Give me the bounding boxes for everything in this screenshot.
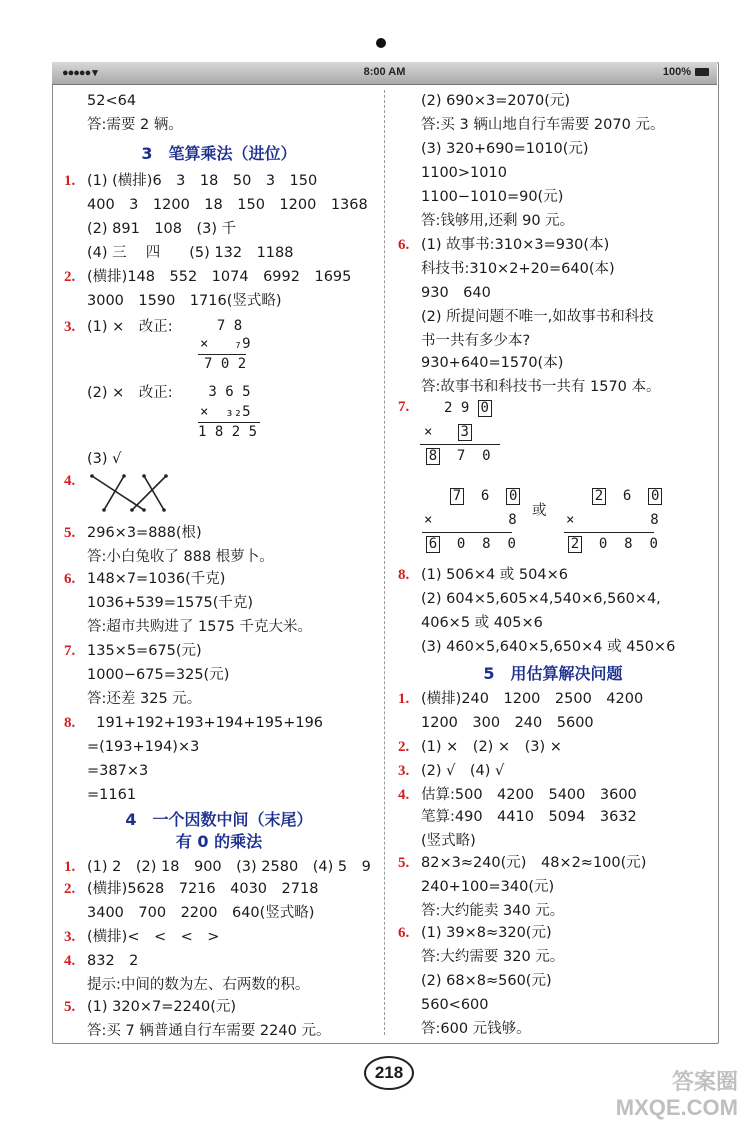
vertical-calc-row	[424, 512, 517, 528]
question-number: 3.	[64, 319, 76, 335]
question-number: 5.	[64, 525, 76, 541]
text-line: 400 3 1200 18 150 1200 1368	[87, 197, 368, 213]
calc-line	[422, 532, 512, 533]
question-number: 7.	[398, 399, 410, 415]
calc-line	[198, 422, 260, 423]
blank-box: 0	[506, 488, 520, 505]
text-line: (2) 891 108 (3) 千	[87, 221, 237, 237]
text-line: 答:需要 2 辆。	[87, 117, 183, 133]
text-line: 答:钱够用,还剩 90 元。	[421, 213, 575, 229]
vertical-calc-row	[450, 488, 520, 505]
question-number: 1.	[398, 691, 410, 707]
text-line: 82×3≈240(元) 48×2≈100(元)	[421, 855, 647, 871]
text-line: 答:买 7 辆普通自行车需要 2240 元。	[87, 1023, 331, 1039]
vertical-calc-row: 3 6 5	[200, 384, 251, 400]
calc-line	[198, 354, 246, 355]
text-line: 1200 300 240 5600	[421, 715, 594, 731]
blank-box: 0	[648, 488, 662, 505]
question-number: 2.	[64, 269, 76, 285]
text-line: (1) 2 (2) 18 900 (3) 2580 (4) 5 9	[87, 859, 371, 875]
text-line: (2) 604×5,605×4,540×6,560×4,	[421, 591, 661, 607]
text-line: (2) √ (4) √	[421, 763, 505, 779]
text-line: (3) 460×5,640×5,650×4 或 450×6	[421, 639, 676, 655]
blank-box: 2	[592, 488, 606, 505]
text-line: =(193+194)×3	[87, 739, 200, 755]
calc-digit: 9	[460, 400, 470, 416]
section-heading: 5 用估算解决问题	[483, 664, 623, 683]
text-line: 296×3=888(根)	[87, 525, 202, 541]
calc-sign: ×	[566, 512, 575, 528]
watermark-line: 答案圈	[671, 1069, 738, 1094]
text-line: (1) 320×7=2240(元)	[87, 999, 237, 1015]
text-line: 答:超市共购进了 1575 千克大米。	[87, 619, 313, 635]
text-line: (3) √	[87, 451, 122, 467]
text-line: 832 2	[87, 953, 139, 969]
watermark	[616, 1069, 738, 1121]
or-label: 或	[532, 503, 547, 519]
text-line: 406×5 或 405×6	[421, 615, 543, 631]
text-line: =1161	[87, 787, 137, 803]
text-line: (横排)5628 7216 4030 2718	[87, 881, 319, 897]
question-number: 2.	[398, 739, 410, 755]
text-line: 答:600 元钱够。	[421, 1021, 531, 1037]
question-number: 8.	[398, 567, 410, 583]
calc-sign: ×	[424, 512, 433, 528]
question-number: 2.	[64, 881, 76, 897]
calc-digit: 0	[482, 448, 491, 464]
blank-box: 3	[458, 424, 472, 441]
text-line: 笔算:490 4410 5094 3632	[421, 809, 637, 825]
section-heading: 3 笔算乘法（进位）	[141, 144, 297, 163]
vertical-calc-row: 1 8 2 5	[198, 424, 258, 440]
calc-digit: 0	[598, 536, 608, 552]
question-number: 5.	[398, 855, 410, 871]
question-number: 4.	[64, 473, 76, 489]
question-number: 3.	[398, 763, 410, 779]
text-line: 240+100=340(元)	[421, 879, 555, 895]
calc-digit: 0	[456, 536, 466, 552]
text-line: 书一共有多少本?	[421, 333, 531, 349]
calc-line	[564, 532, 654, 533]
text-line: (2) 690×3=2070(元)	[421, 93, 571, 109]
text-line: (2) × 改正:	[87, 385, 173, 401]
vertical-calc-row	[568, 536, 658, 553]
signal-icon: ●●●●● ▾	[62, 67, 97, 79]
vertical-calc-row: × ₃₂5	[200, 404, 251, 420]
battery-icon	[695, 68, 709, 76]
calc-digit: 8	[482, 536, 491, 552]
question-number: 1.	[64, 173, 76, 189]
vertical-calc-row: × ₇9	[200, 336, 251, 352]
calc-digit: 7	[456, 448, 466, 464]
vertical-calc-row	[426, 448, 491, 465]
calc-line	[420, 444, 500, 445]
vertical-calc-row: 7 8	[200, 318, 243, 334]
calc-digit: 6	[480, 488, 490, 504]
text-line: (横排)< < < >	[87, 929, 220, 945]
calc-digit: 2	[444, 400, 453, 416]
text-line: 估算:500 4200 5400 3600	[421, 787, 637, 803]
text-line: (2) 所提问题不唯一,如故事书和科技	[421, 309, 654, 325]
vertical-calc-row: 7 0 2	[204, 356, 247, 372]
vertical-calc-row	[424, 424, 472, 441]
text-line: 答:还差 325 元。	[87, 691, 202, 707]
text-line: 提示:中间的数为左、右两数的积。	[87, 977, 310, 993]
blank-box: 7	[450, 488, 464, 505]
question-number: 6.	[398, 925, 410, 941]
question-number: 8.	[64, 715, 76, 731]
text-line: 148×7=1036(千克)	[87, 571, 226, 587]
calc-digit: 8	[624, 536, 633, 552]
text-line: 1100−1010=90(元)	[421, 189, 564, 205]
text-line: (4) 三 四 (5) 132 1188	[87, 245, 294, 261]
question-number: 1.	[64, 859, 76, 875]
text-line: 1036+539=1575(千克)	[87, 595, 254, 611]
question-number: 7.	[64, 643, 76, 659]
text-line: 135×5=675(元)	[87, 643, 202, 659]
text-line: 930 640	[421, 285, 491, 301]
question-number: 6.	[398, 237, 410, 253]
text-line: (1) 506×4 或 504×6	[421, 567, 568, 583]
calc-digit: 0	[649, 536, 658, 552]
question-number: 5.	[64, 999, 76, 1015]
text-line: 1100>1010	[421, 165, 507, 181]
camera-dot	[376, 38, 386, 48]
text-line: (1) 39×8≈320(元)	[421, 925, 552, 941]
text-line: 560<600	[421, 997, 489, 1013]
matching-lines-figure	[86, 472, 176, 516]
blank-box: 8	[426, 448, 440, 465]
text-line: 答:买 3 辆山地自行车需要 2070 元。	[421, 117, 665, 133]
vertical-calc-row	[566, 512, 659, 528]
text-line: 191+192+193+194+195+196	[87, 715, 324, 731]
page-number: 218	[364, 1056, 414, 1090]
calc-digit: 8	[508, 512, 517, 528]
vertical-calc-row	[426, 536, 516, 553]
calc-sign: ×	[424, 424, 433, 440]
text-line: (1) × (2) × (3) ×	[421, 739, 562, 755]
column-divider	[384, 90, 385, 1035]
text-line: 930+640=1570(本)	[421, 355, 564, 371]
calc-digit: 8	[650, 512, 659, 528]
blank-box: 2	[568, 536, 582, 553]
text-line: 1000−675=325(元)	[87, 667, 230, 683]
question-number: 3.	[64, 929, 76, 945]
text-line: (竖式略)	[421, 833, 476, 849]
text-line: 3400 700 2200 640(竖式略)	[87, 905, 315, 921]
status-bar	[52, 62, 717, 85]
calc-digit: 0	[507, 536, 516, 552]
text-line: (3) 320+690=1010(元)	[421, 141, 589, 157]
text-line: =387×3	[87, 763, 149, 779]
text-line: 答:故事书和科技书一共有 1570 本。	[421, 379, 661, 395]
text-line: (横排)148 552 1074 6992 1695	[87, 269, 352, 285]
blank-box: 0	[478, 400, 492, 417]
text-line: (1) (横排)6 3 18 50 3 150	[87, 173, 318, 189]
question-number: 4.	[64, 953, 76, 969]
text-line: 3000 1590 1716(竖式略)	[87, 293, 282, 309]
section-heading: 4 一个因数中间（末尾）	[125, 810, 313, 829]
text-line: 答:小白兔收了 888 根萝卜。	[87, 549, 274, 565]
text-line: 答:大约需要 320 元。	[421, 949, 565, 965]
section-heading: 有 0 的乘法	[175, 832, 263, 851]
vertical-calc-row	[444, 400, 492, 417]
text-line: (1) 故事书:310×3=930(本)	[421, 237, 610, 253]
blank-box: 6	[426, 536, 440, 553]
status-time: 8:00 AM	[363, 66, 406, 78]
text-line: 52<64	[87, 93, 137, 109]
question-number: 4.	[398, 787, 410, 803]
text-line: (2) 68×8≈560(元)	[421, 973, 552, 989]
watermark-line: MXQE.COM	[615, 1095, 738, 1120]
battery-level: 100%	[662, 66, 691, 78]
text-line: 答:大约能卖 340 元。	[421, 903, 565, 919]
text-line: (1) × 改正:	[87, 319, 173, 335]
text-line: 科技书:310×2+20=640(本)	[421, 261, 615, 277]
question-number: 6.	[64, 571, 76, 587]
calc-digit: 6	[622, 488, 632, 504]
text-line: (横排)240 1200 2500 4200	[421, 691, 644, 707]
vertical-calc-row	[592, 488, 662, 505]
